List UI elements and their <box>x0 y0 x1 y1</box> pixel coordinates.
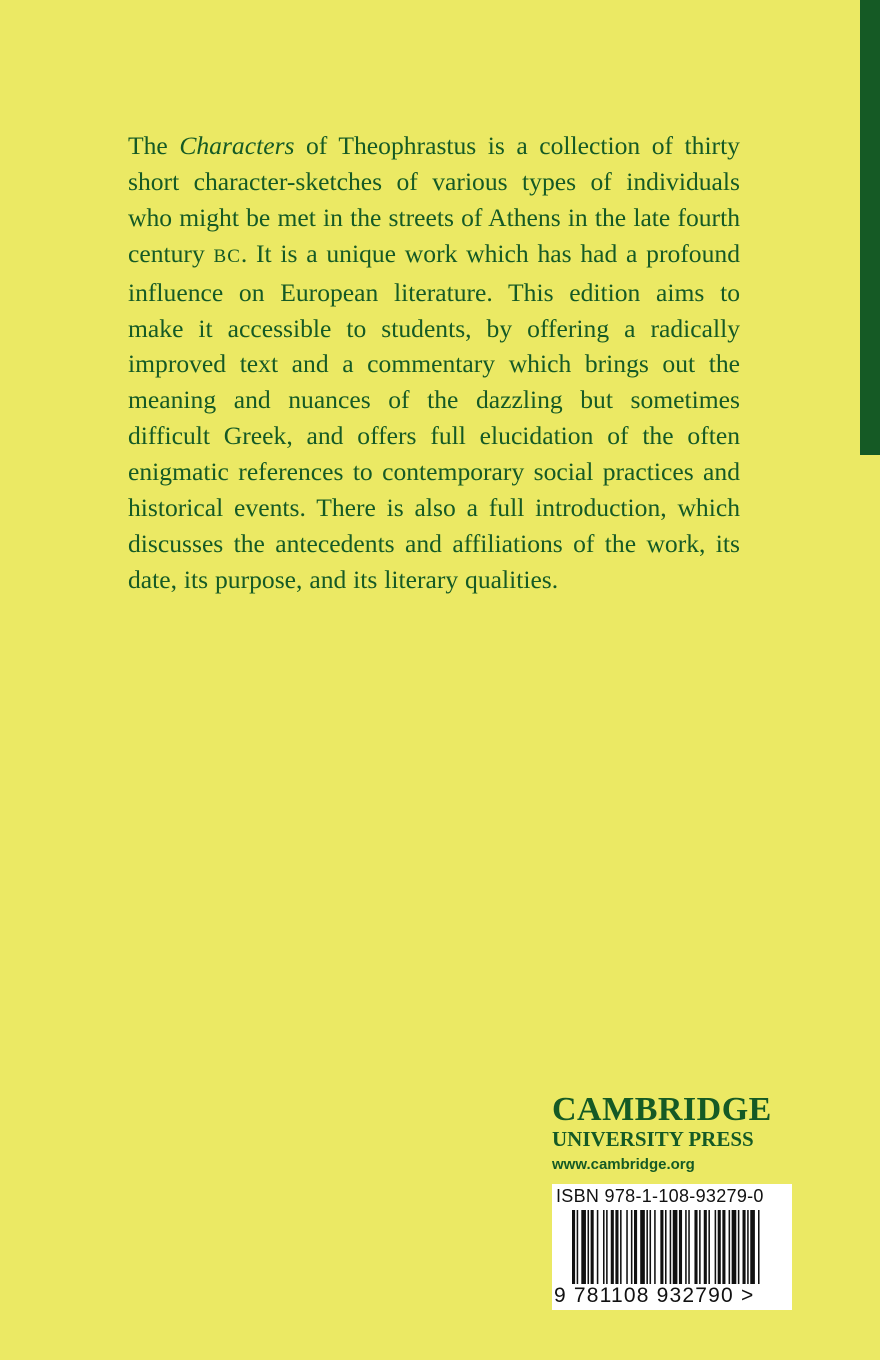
isbn-barcode <box>552 1184 792 1310</box>
barcode-digits: 9 781108 932790 > <box>554 1284 755 1307</box>
publisher-url: www.cambridge.org <box>552 1156 695 1173</box>
book-title-italic: Characters <box>179 131 295 160</box>
back-cover-blurb <box>128 128 740 598</box>
blurb-text-2: of Theophrastus is a collection of thirty short character-sketches of various types of individuals who might be met in the streets of Athens in the late fourth century <box>128 131 740 268</box>
publisher-subtitle: UNIVERSITY PRESS <box>552 1127 754 1151</box>
isbn-label: ISBN 978-1-108-93279-0 <box>556 1186 764 1206</box>
blurb-text-3: . It is a unique work which has had a profound influence on European literature. This edition aims to make it accessible to students, by offering a radically improved text and a commentary which brings out the meaning and nuances of the dazzling but sometimes difficult Greek, and offers full elucidation of the often enigmatic references to contemporary social practices and historical events. There is also a full introduction, which discusses the antecedents and affiliations of the work, its date, its purpose, and its literary qualities. <box>128 238 740 594</box>
publisher-name: CAMBRIDGE <box>552 1091 772 1128</box>
era-abbreviation: BC <box>213 245 241 267</box>
publisher-logo <box>552 1090 792 1174</box>
spine-color-strip <box>860 0 880 455</box>
blurb-text-1: The <box>128 131 180 160</box>
